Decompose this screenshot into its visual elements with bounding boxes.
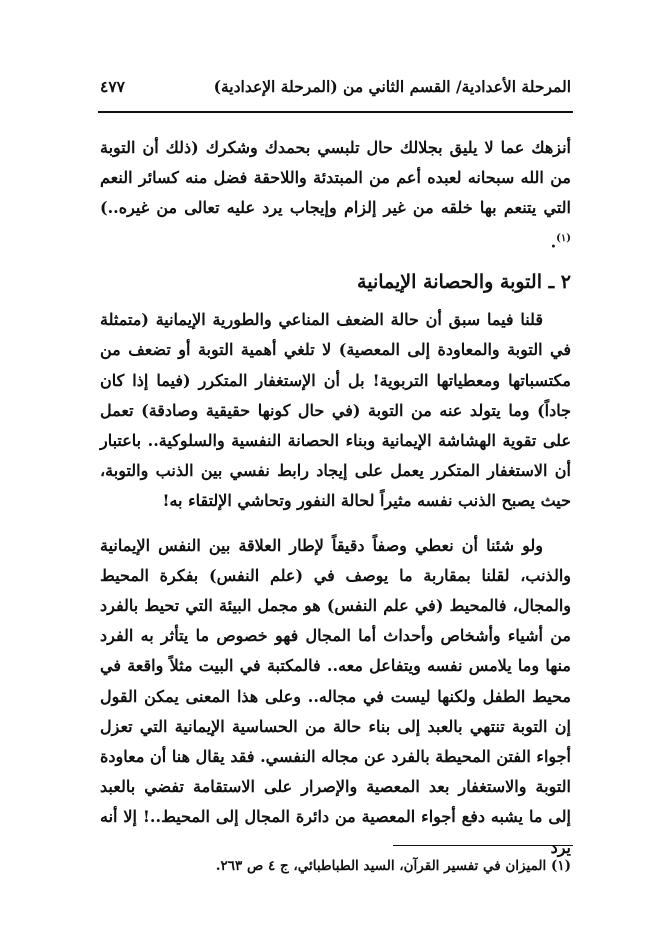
footnote-reference: (١)	[556, 232, 571, 244]
paragraph-gap	[100, 517, 571, 531]
header-title: المرحلة الأعدادية/ القسم الثاني من (المرحلة الإعدادية)	[213, 76, 571, 96]
header-divider	[98, 111, 573, 113]
paragraph-1: أنزهك عما لا يليق بجلالك حال تلبسي بحمدك وشكرك (ذلك أن التوبة من الله سبحانه لعبده أعم من المبتدئة واللاحقة فضل منه كسائر النعم التي يتنعم بها خلقه من غير إلزام وإيجاب يرد عليه تعالى من غيره..)$^{(١)}$.	[100, 138, 571, 251]
page-number: ٤٧٧	[100, 76, 125, 96]
running-header	[100, 70, 571, 102]
paragraph-3: ولو شئنا أن نعطي وصفاً دقيقاً لإطار العلاقة بين النفس الإيمانية والذنب، لقلنا بمقاربة ما يوصف في (علم النفس) بفكرة المحيط والمجال، فالمحيط (في علم النفس) هو مجمل البيئة التي تحيط بالفرد من أشياء وأشخاص وأحداث أما المجال فهو خصوص ما يتأثر به الفرد منها وما يلامس نفسه ويتفاعل معه.. فالمكتبة في البيت مثلاً واقعة في محيط الطفل ولكنها ليست في مجاله.. وعلى هذا المعنى يمكن القول إن التوبة تنتهي بالعبد إلى بناء حالة من الحساسية الإيمانية التي تعزل أجواء الفتن المحيطة بالفرد عن مجاله النفسي. فقد يقال هنا أن معاودة التوبة والاستغفار بعد المعصية والإصرار على الاستقامة تفضي بالعبد إلى ما يشبه دفع أجواء المعصية من دائرة المجال إلى المحيط..! إلا أنه يرد	[100, 535, 571, 857]
paragraph-2: قلنا فيما سبق أن حالة الضعف المناعي والطورية الإيمانية (متمثلة في التوبة والمعاودة إلى المعصية) لا تلغي أهمية التوبة أو تضعف من مكتسباتها ومعطياتها التربوية! بل أن الإستغفار المتكرر (فيما إذا كان جاداً) وما يتولد عنه من التوبة (في حال كونها حقيقية وصادقة) تعمل على تقوية الهشاشة الإيمانية وبناء الحصانة النفسية والسلوكية.. باعتبار أن الاستغفار المتكرر يعمل على إيجاد رابط نفسي بين الذنب والتوبة، حيث يصبح الذنب نفسه مثيراً لحالة النفور وتحاشي الإلتقاء به!	[100, 310, 571, 511]
main-text	[100, 133, 571, 863]
footnote-divider	[393, 845, 573, 846]
section-heading: ٢ ـ التوبة والحصانة الإيمانية	[357, 271, 571, 294]
paragraph-1-text: أنزهك عما لا يليق بجلالك حال تلبسي بحمدك وشكرك (ذلك أن التوبة من الله سبحانه لعبده أعم من المبتدئة واللاحقة فضل منه كسائر النعم التي يتنعم بها خلقه من غير إلزام وإيجاب يرد عليه تعالى من غيره..)	[100, 138, 571, 218]
footnote: (١) الميزان في تفسير القرآن، السيد الطباطبائي، ج ٤ ص ٢٦٣.	[215, 858, 571, 874]
